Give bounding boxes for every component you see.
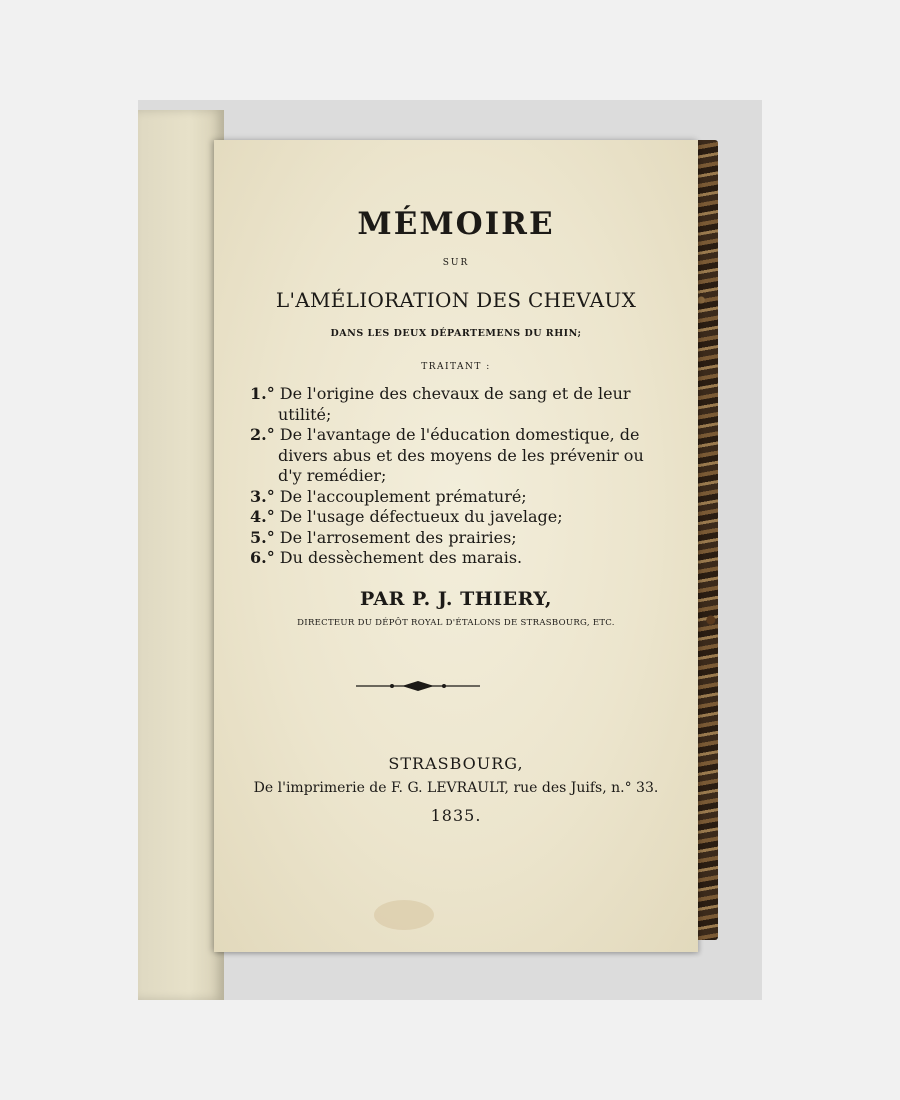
list-item [250, 507, 670, 528]
book-subtitle: L'AMÉLIORATION DES CHEVAUX [275, 288, 637, 312]
title-connector: SUR [442, 258, 470, 268]
list-item [250, 487, 670, 508]
inner-cover-board [138, 110, 224, 1000]
list-item-text: Du dessèchement des marais. [279, 548, 523, 567]
book-title: MÉMOIRE [357, 206, 555, 242]
author-role: DIRECTEUR DU DÉPÔT ROYAL D'ÉTALONS DE STRASBOURG, ETC. [297, 618, 615, 628]
publication-city: STRASBOURG, [388, 754, 524, 773]
list-item-number: 5.° [250, 527, 275, 547]
list-item-text: De l'accouplement prématuré; [279, 486, 527, 506]
list-item-text: De l'arrosement des prairies; [279, 527, 517, 547]
list-item-text: De l'avantage de l'éducation domestique, de divers abus et des moyens de les prévenir ou d'y remédier; [278, 425, 644, 485]
printer-line: De l'imprimerie de F. G. LEVRAULT, rue des Juifs, n.° 33. [253, 780, 659, 796]
list-item [250, 384, 670, 425]
book-photo [138, 100, 762, 1000]
list-item [250, 528, 670, 549]
list-item-number: 1.° [250, 384, 275, 403]
list-item-text: De l'usage défectueux du javelage; [279, 507, 563, 526]
list-item [250, 425, 670, 487]
title-page [214, 140, 698, 952]
book-subtitle-secondary: DANS LES DEUX DÉPARTEMENS DU RHIN; [330, 328, 582, 339]
author-line: PAR P. J. THIERY, [359, 588, 553, 610]
list-item-number: 2.° [250, 425, 275, 444]
contents-list [250, 384, 670, 569]
list-item-number: 4.° [250, 507, 275, 526]
list-item-number: 3.° [250, 486, 275, 506]
ornament-rule-icon [356, 680, 480, 692]
contents-heading: TRAITANT : [421, 362, 491, 372]
list-item-number: 6.° [250, 548, 275, 567]
list-item [250, 548, 670, 569]
publication-year: 1835. [430, 806, 482, 825]
list-item-text: De l'origine des chevaux de sang et de leur utilité; [278, 384, 631, 424]
